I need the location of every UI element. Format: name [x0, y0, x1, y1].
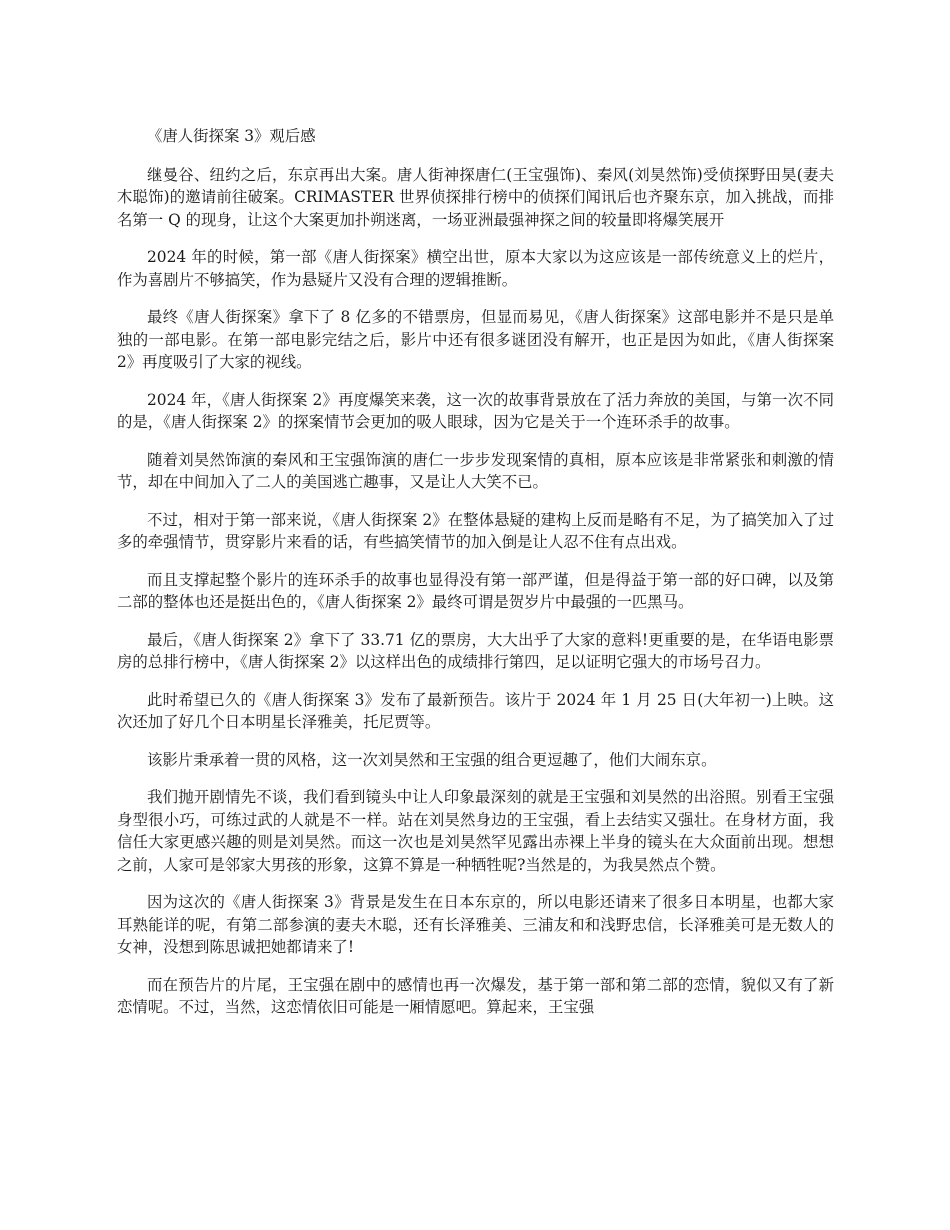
paragraph-6: 不过，相对于第一部来说，《唐人街探案 2》在整体悬疑的建构上反而是略有不足，为了搞笑加入了过多的牵强情节，贯穿影片来看的话，有些搞笑情节的加入倒是让人忍不住有点出戏。 [117, 510, 834, 551]
paragraph-11: 我们抛开剧情先不谈，我们看到镜头中让人印象最深刻的就是王宝强和刘昊然的出浴照。别看王宝强身型很小巧，可练过武的人就是不一样。站在刘昊然身边的王宝强，看上去结实又强壮。在身材方面，我信任大家更感兴趣的则是刘昊然。而这一次也是刘昊然罕见露出赤裸上半身的镜头在大众面前出现。想想之前，人家可是邻家大男孩的形象，这算不算是一种牺牲呢?当然是的，为我昊然点个赞。 [117, 788, 834, 874]
paragraph-10: 该影片秉承着一贯的风格，这一次刘昊然和王宝强的组合更逗趣了，他们大闹东京。 [147, 750, 717, 769]
paragraph-9: 此时希望已久的《唐人街探案 3》发布了最新预告。该片于 2024 年 1 月 25 日(大年初一)上映。这次还加了好几个日本明星长泽雅美，托尼贾等。 [117, 690, 834, 731]
document-title: 《唐人街探案 3》观后感 [147, 127, 316, 145]
paragraph-1: 继曼谷、纽约之后，东京再出大案。唐人街神探唐仁(王宝强饰)、秦风(刘昊然饰)受侦探野田昊(妻夫木聪饰)的邀请前往破案。CRIMASTER 世界侦探排行榜中的侦探们闻讯后也齐聚东京，加入挑战，而排名第一 Q 的现身，让这个大案更加扑朔迷离，一场亚洲最强神探之间的较量即将爆笑展开 [117, 165, 834, 229]
paragraph-12: 因为这次的《唐人街探案 3》背景是发生在日本东京的，所以电影还请来了很多日本明星，也都大家耳熟能详的呢，有第二部参演的妻夫木聪，还有长泽雅美、三浦友和和浅野忠信，长泽雅美可是无数人的女神，没想到陈思诚把她都请来了! [117, 893, 834, 956]
paragraph-5: 随着刘昊然饰演的秦风和王宝强饰演的唐仁一步步发现案情的真相，原本应该是非常紧张和刺激的情节，却在中间加入了二人的美国逃亡趣事，又是让人大笑不已。 [117, 450, 834, 491]
paragraph-7: 而且支撑起整个影片的连环杀手的故事也显得没有第一部严谨，但是得益于第一部的好口碑，以及第二部的整体也还是挺出色的，《唐人街探案 2》最终可谓是贺岁片中最强的一匹黑马。 [117, 570, 834, 611]
paragraph-3: 最终《唐人街探案》拿下了 8 亿多的不错票房，但显而易见，《唐人街探案》这部电影并不是只是单独的一部电影。在第一部电影完结之后，影片中还有很多谜团没有解开，也正是因为如此，《唐人街探案 2》再度吸引了大家的视线。 [117, 308, 834, 371]
paragraph-4: 2024 年，《唐人街探案 2》再度爆笑来袭，这一次的故事背景放在了活力奔放的美国，与第一次不同的是，《唐人街探案 2》的探案情节会更加的吸人眼球，因为它是关于一个连环杀手的故事。 [117, 390, 834, 431]
paragraph-13: 而在预告片的片尾，王宝强在剧中的感情也再一次爆发，基于第一部和第二部的恋情，貌似又有了新恋情呢。不过，当然，这恋情依旧可能是一厢情愿吧。算起来，王宝强 [117, 975, 834, 1016]
document-page [117, 125, 834, 1034]
paragraph-2: 2024 年的时候，第一部《唐人街探案》横空出世，原本大家以为这应该是一部传统意义上的烂片，作为喜剧片不够搞笑，作为悬疑片又没有合理的逻辑推断。 [117, 248, 834, 289]
paragraph-8: 最后，《唐人街探案 2》拿下了 33.71 亿的票房，大大出乎了大家的意料!更重要的是，在华语电影票房的总排行榜中，《唐人街探案 2》以这样出色的成绩排行第四，足以证明它强大的市场号召力。 [117, 630, 834, 671]
